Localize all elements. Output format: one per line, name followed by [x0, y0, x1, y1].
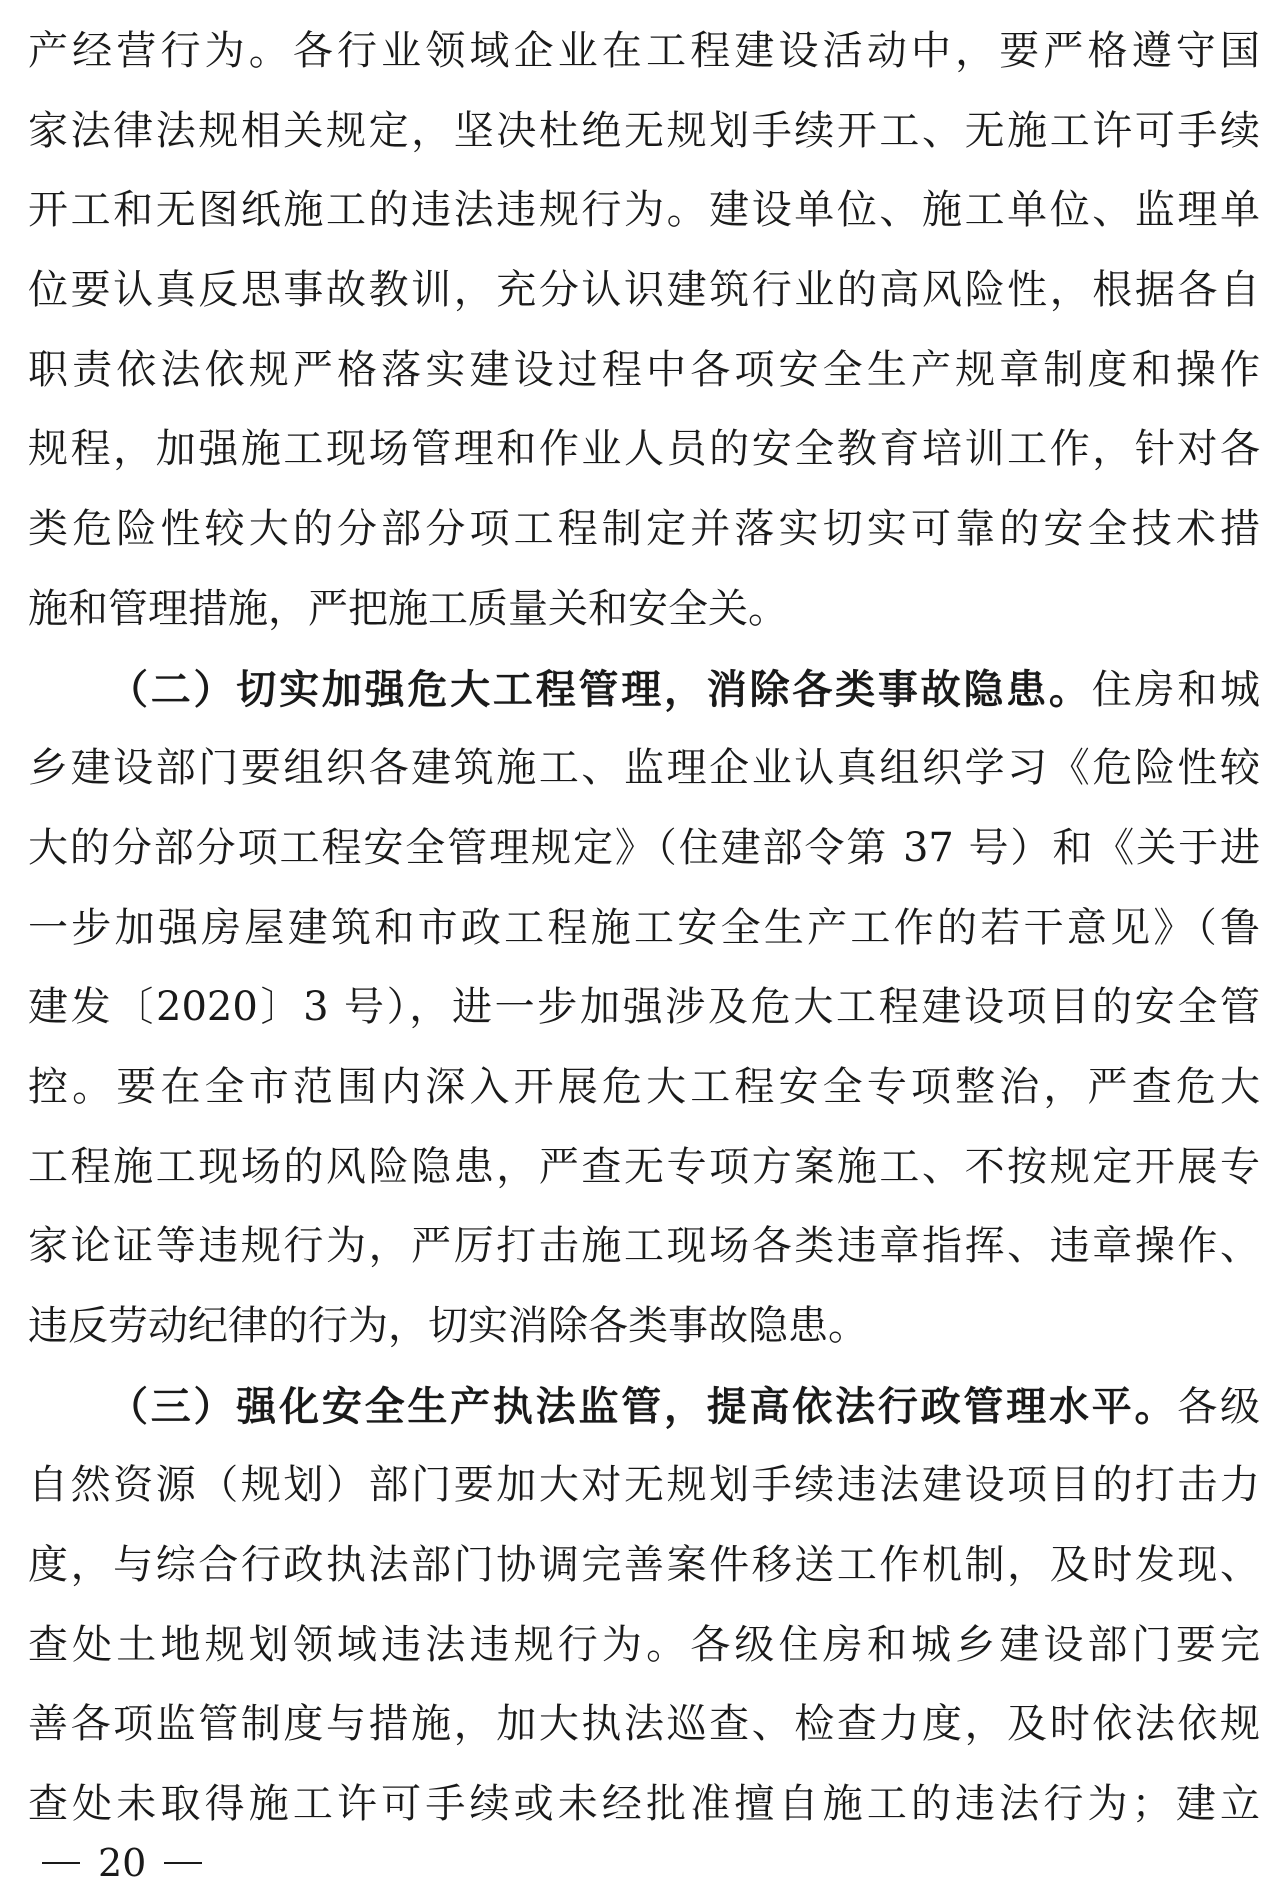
- text-line: 一步加强房屋建筑和市政工程施工安全生产工作的若干意见》（鲁: [28, 904, 1260, 951]
- section-heading: （三）强化安全生产执法监管，提高依法行政管理水平。: [108, 1382, 1178, 1430]
- text-line: 建发〔2020〕3 号），进一步加强涉及危大工程建设项目的安全管: [28, 984, 1260, 1031]
- text-line: 自然资源（规划）部门要加大对无规划手续违法建设项目的打击力: [28, 1462, 1260, 1509]
- text-line: 查处未取得施工许可手续或未经批准擅自施工的违法行为；建立: [28, 1781, 1260, 1828]
- text-line: 度，与综合行政执法部门协调完善案件移送工作机制，及时发现、: [28, 1542, 1260, 1589]
- text-line: 职责依法依规严格落实建设过程中各项安全生产规章制度和操作: [28, 346, 1260, 393]
- text-line: 查处土地规划领域违法违规行为。各级住房和城乡建设部门要完: [28, 1621, 1260, 1668]
- text-line: 规程，加强施工现场管理和作业人员的安全教育培训工作，针对各: [28, 426, 1260, 473]
- page-footer: [42, 1838, 202, 1888]
- text-run: 住房和城: [1091, 666, 1260, 713]
- text-line: 乡建设部门要组织各建筑施工、监理企业认真组织学习《危险性较: [28, 745, 1260, 792]
- text-line: 善各项监管制度与措施，加大执法巡查、检查力度，及时依法依规: [28, 1701, 1260, 1748]
- text-line: 开工和无图纸施工的违法违规行为。建设单位、施工单位、监理单: [28, 187, 1260, 234]
- text-line: 产经营行为。各行业领域企业在工程建设活动中，要严格遵守国: [28, 28, 1260, 74]
- text-line: 大的分部分项工程安全管理规定》（住建部令第 37 号）和《关于进: [28, 824, 1260, 871]
- text-line: 类危险性较大的分部分项工程制定并落实切实可靠的安全技术措: [28, 506, 1260, 553]
- footer-dash-right: [164, 1862, 202, 1864]
- text-line: 家论证等违规行为，严厉打击施工现场各类违章指挥、违章操作、: [28, 1223, 1260, 1270]
- footer-dash-left: [42, 1862, 80, 1864]
- text-run: 各级: [1177, 1383, 1260, 1430]
- section-heading: （二）切实加强危大工程管理，消除各类事故隐患。: [108, 665, 1092, 713]
- text-line: 工程施工现场的风险隐患，严查无专项方案施工、不按规定开展专: [28, 1143, 1260, 1190]
- section-heading-line: [28, 1367, 1260, 1447]
- text-line: 家法律法规相关规定，坚决杜绝无规划手续开工、无施工许可手续: [28, 107, 1260, 154]
- text-line: 施和管理措施，严把施工质量关和安全关。: [28, 585, 788, 632]
- text-line: 控。要在全市范围内深入开展危大工程安全专项整治，严查危大: [28, 1063, 1260, 1110]
- text-line: 违反劳动纪律的行为，切实消除各类事故隐患。: [28, 1303, 868, 1349]
- text-line: 位要认真反思事故教训，充分认识建筑行业的高风险性，根据各自: [28, 267, 1260, 314]
- page-number: 20: [98, 1841, 147, 1885]
- body-text: [28, 12, 1260, 1845]
- section-heading-line: [28, 650, 1260, 730]
